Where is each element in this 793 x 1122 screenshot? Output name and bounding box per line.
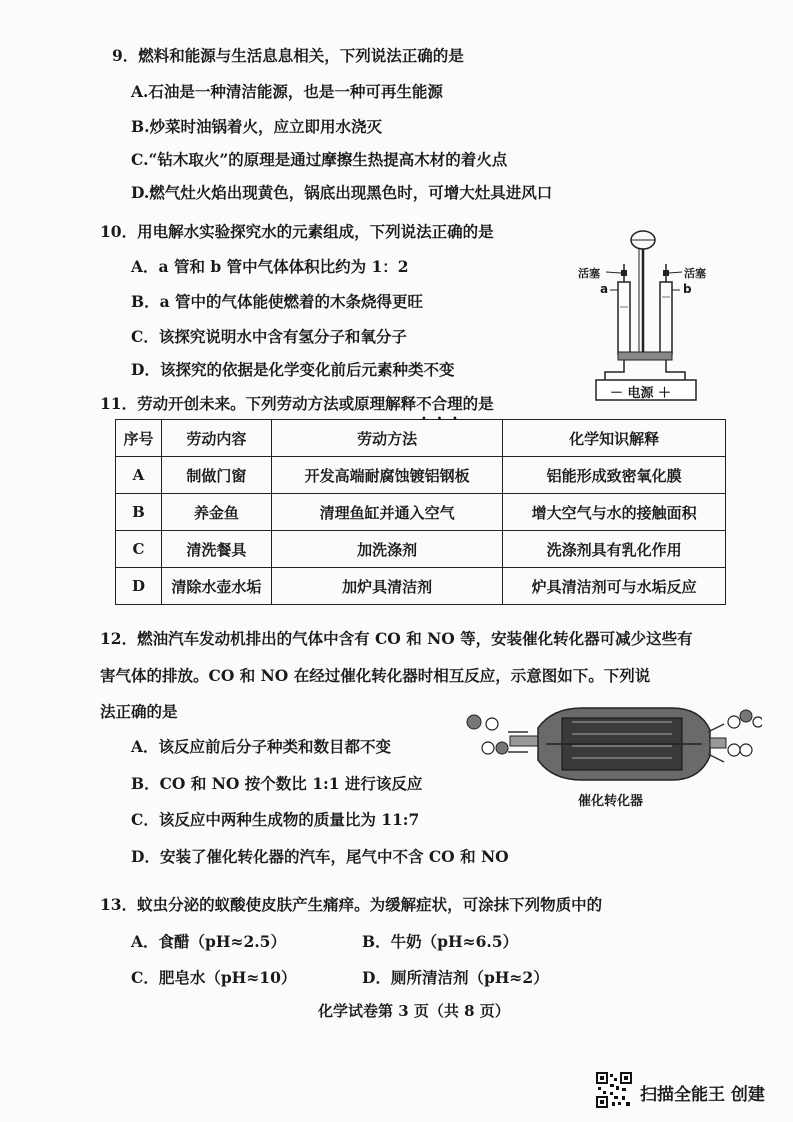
table-header: 劳动方法 xyxy=(271,420,503,457)
table-cell: 加洗涤剂 xyxy=(271,531,503,568)
q12-stem-line2: 害气体的排放。CO 和 NO 在经过催化转化器时相互反应，示意图如下。下列说 xyxy=(100,666,651,685)
table-header: 化学知识解释 xyxy=(503,420,726,457)
q10-option-a: A．a 管和 b 管中气体体积比约为 1：2 xyxy=(131,257,409,276)
q13-stem: 13．蚊虫分泌的蚁酸使皮肤产生痛痒。为缓解症状，可涂抹下列物质中的 xyxy=(100,895,603,914)
q10-option-b: B．a 管中的气体能使燃着的木条烧得更旺 xyxy=(131,292,424,311)
q12-option-b: B．CO 和 NO 按个数比 1:1 进行该反应 xyxy=(131,774,423,793)
table-header-row xyxy=(116,420,726,457)
tube-label-a: a xyxy=(600,282,609,296)
q13-option-d: D．厕所清洁剂（pH≈2） xyxy=(362,968,549,987)
power-supply-label: － 电源 ＋ xyxy=(610,386,672,401)
table-cell: 加炉具清洁剂 xyxy=(271,568,503,605)
converter-caption: 催化转化器 xyxy=(578,794,644,809)
table-cell: A xyxy=(116,457,162,494)
q12-option-a: A．该反应前后分子种类和数目都不变 xyxy=(131,737,392,756)
valve-label-left: 活塞 xyxy=(578,267,600,280)
table-cell: 制做门窗 xyxy=(161,457,271,494)
q11-stem-emphasis: 不合理 xyxy=(416,394,463,413)
q10-option-d: D．该探究的依据是化学变化前后元素种类不变 xyxy=(131,360,455,379)
table-header: 序号 xyxy=(116,420,162,457)
q9-option-d: D.燃气灶火焰出现黄色，锅底出现黑色时，可增大灶具进风口 xyxy=(131,183,553,202)
table-row xyxy=(116,568,726,605)
table-cell: D xyxy=(116,568,162,605)
q11-stem: 11．劳动开创未来。下列劳动方法或原理解释不合理的是 xyxy=(100,394,494,413)
q9-option-c: C.“钻木取火”的原理是通过摩擦生热提高木材的着火点 xyxy=(131,150,508,169)
table-row xyxy=(116,494,726,531)
q9-stem: 9．燃料和能源与生活息息相关，下列说法正确的是 xyxy=(112,46,464,65)
table-cell: 养金鱼 xyxy=(161,494,271,531)
catalytic-converter-figure xyxy=(462,700,762,790)
q9-option-b: B.炒菜时油锅着火，应立即用水浇灭 xyxy=(131,117,382,136)
table-cell: 清除水壶水垢 xyxy=(161,568,271,605)
q13-option-a: A．食醋（pH≈2.5） xyxy=(131,932,286,951)
table-row xyxy=(116,457,726,494)
q12-stem-line1: 12．燃油汽车发动机排出的气体中含有 CO 和 NO 等，安装催化转化器可减少这些有 xyxy=(100,629,693,648)
table-row xyxy=(116,531,726,568)
scanner-watermark: 扫描全能王 创建 xyxy=(640,1085,765,1105)
electrolysis-apparatus-figure xyxy=(570,222,700,402)
table-cell: 增大空气与水的接触面积 xyxy=(503,494,726,531)
q12-option-d: D．安装了催化转化器的汽车，尾气中不含 CO 和 NO xyxy=(131,847,509,866)
table-cell: C xyxy=(116,531,162,568)
table-header: 劳动内容 xyxy=(161,420,271,457)
q13-option-c: C．肥皂水（pH≈10） xyxy=(131,968,297,987)
table-cell: 开发高端耐腐蚀镀铝钢板 xyxy=(271,457,503,494)
q10-option-c: C．该探究说明水中含有氢分子和氧分子 xyxy=(131,327,407,346)
table-cell: 炉具清洁剂可与水垢反应 xyxy=(503,568,726,605)
q9-option-a: A.石油是一种清洁能源，也是一种可再生能源 xyxy=(131,82,443,101)
q11-table xyxy=(115,419,726,605)
table-cell: 清洗餐具 xyxy=(161,531,271,568)
table-cell: 清理鱼缸并通入空气 xyxy=(271,494,503,531)
table-cell: 洗涤剂具有乳化作用 xyxy=(503,531,726,568)
valve-label-right: 活塞 xyxy=(684,267,706,280)
q10-stem: 10．用电解水实验探究水的元素组成，下列说法正确的是 xyxy=(100,222,494,241)
table-cell: 铝能形成致密氧化膜 xyxy=(503,457,726,494)
page-footer: 化学试卷第 3 页（共 8 页） xyxy=(318,1002,510,1020)
tube-label-b: b xyxy=(683,282,692,296)
q13-option-b: B．牛奶（pH≈6.5） xyxy=(362,932,519,951)
q12-stem-line3: 法正确的是 xyxy=(100,702,178,721)
table-cell: B xyxy=(116,494,162,531)
qr-code-icon xyxy=(596,1072,632,1108)
q12-option-c: C．该反应中两种生成物的质量比为 11:7 xyxy=(131,810,420,829)
